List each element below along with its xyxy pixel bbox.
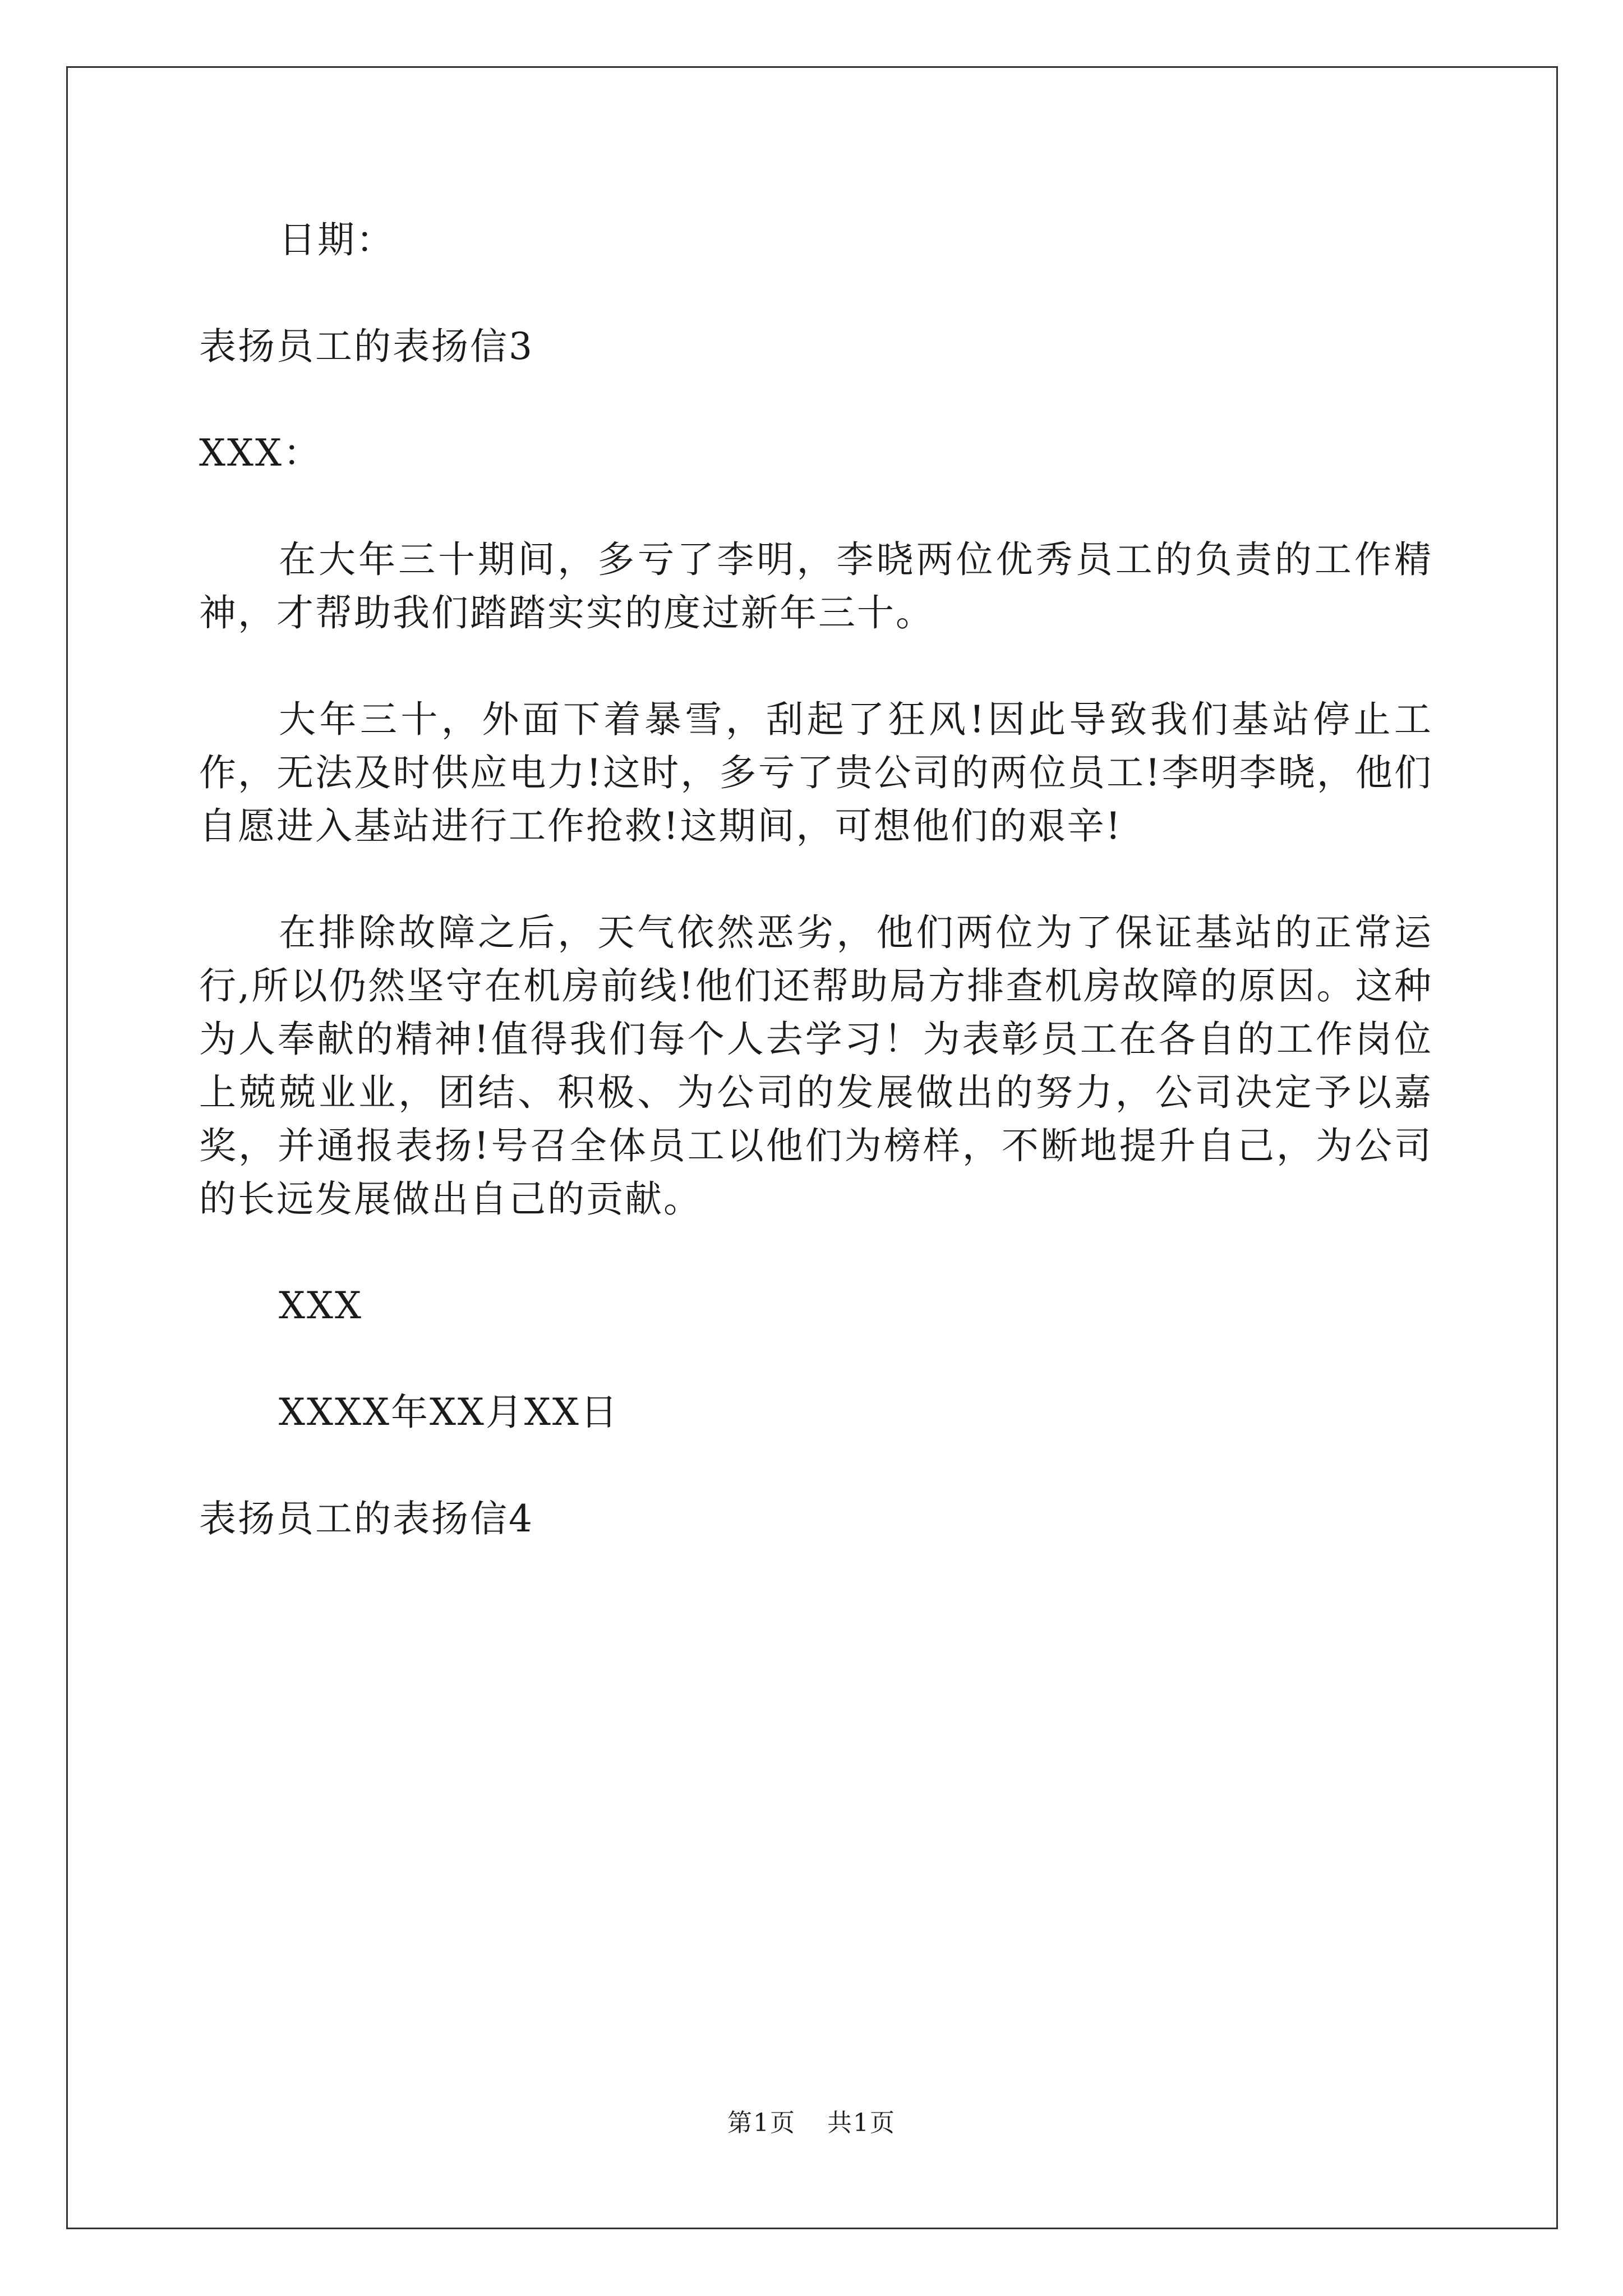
signature-date: XXXX年XX月XX日 <box>279 1391 619 1434</box>
paragraph-3: 在排除故障之后，天气依然恶劣，他们两位为了保证基站的正常运行,所以仍然坚守在机房前线!他们还帮助局方排查机房故障的原因。这种为人奉献的精神!值得我们每个人去学习！为表彰员工在各自的工作岗位上兢兢业业，团结、积极、为公司的发展做出的努力，公司决定予以嘉奖，并通报表扬!号召全体员工以他们为榜样，不断地提升自己，为公司的长远发展做出自己的贡献。 <box>199 911 1433 1221</box>
paragraph-1: 在大年三十期间，多亏了李明，李晓两位优秀员工的负责的工作精神，才帮助我们踏踏实实的度过新年三十。 <box>199 538 1433 634</box>
letter-4-title: 表扬员工的表扬信4 <box>199 1497 534 1540</box>
letter-3-title: 表扬员工的表扬信3 <box>199 325 534 368</box>
page-footer <box>0 2106 1623 2140</box>
salutation: XXX： <box>199 431 322 475</box>
page-number-total: 共1页 <box>827 2109 896 2137</box>
signature: XXX <box>279 1284 363 1327</box>
paragraph-2: 大年三十，外面下着暴雪，刮起了狂风!因此导致我们基站停止工作，无法及时供应电力!这时，多亏了贵公司的两位员工!李明李晓，他们自愿进入基站进行工作抢救!这期间，可想他们的艰辛! <box>199 698 1433 848</box>
page-number-current: 第1页 <box>727 2109 796 2137</box>
date-label: 日期： <box>279 218 395 261</box>
document-body <box>199 213 1433 1599</box>
